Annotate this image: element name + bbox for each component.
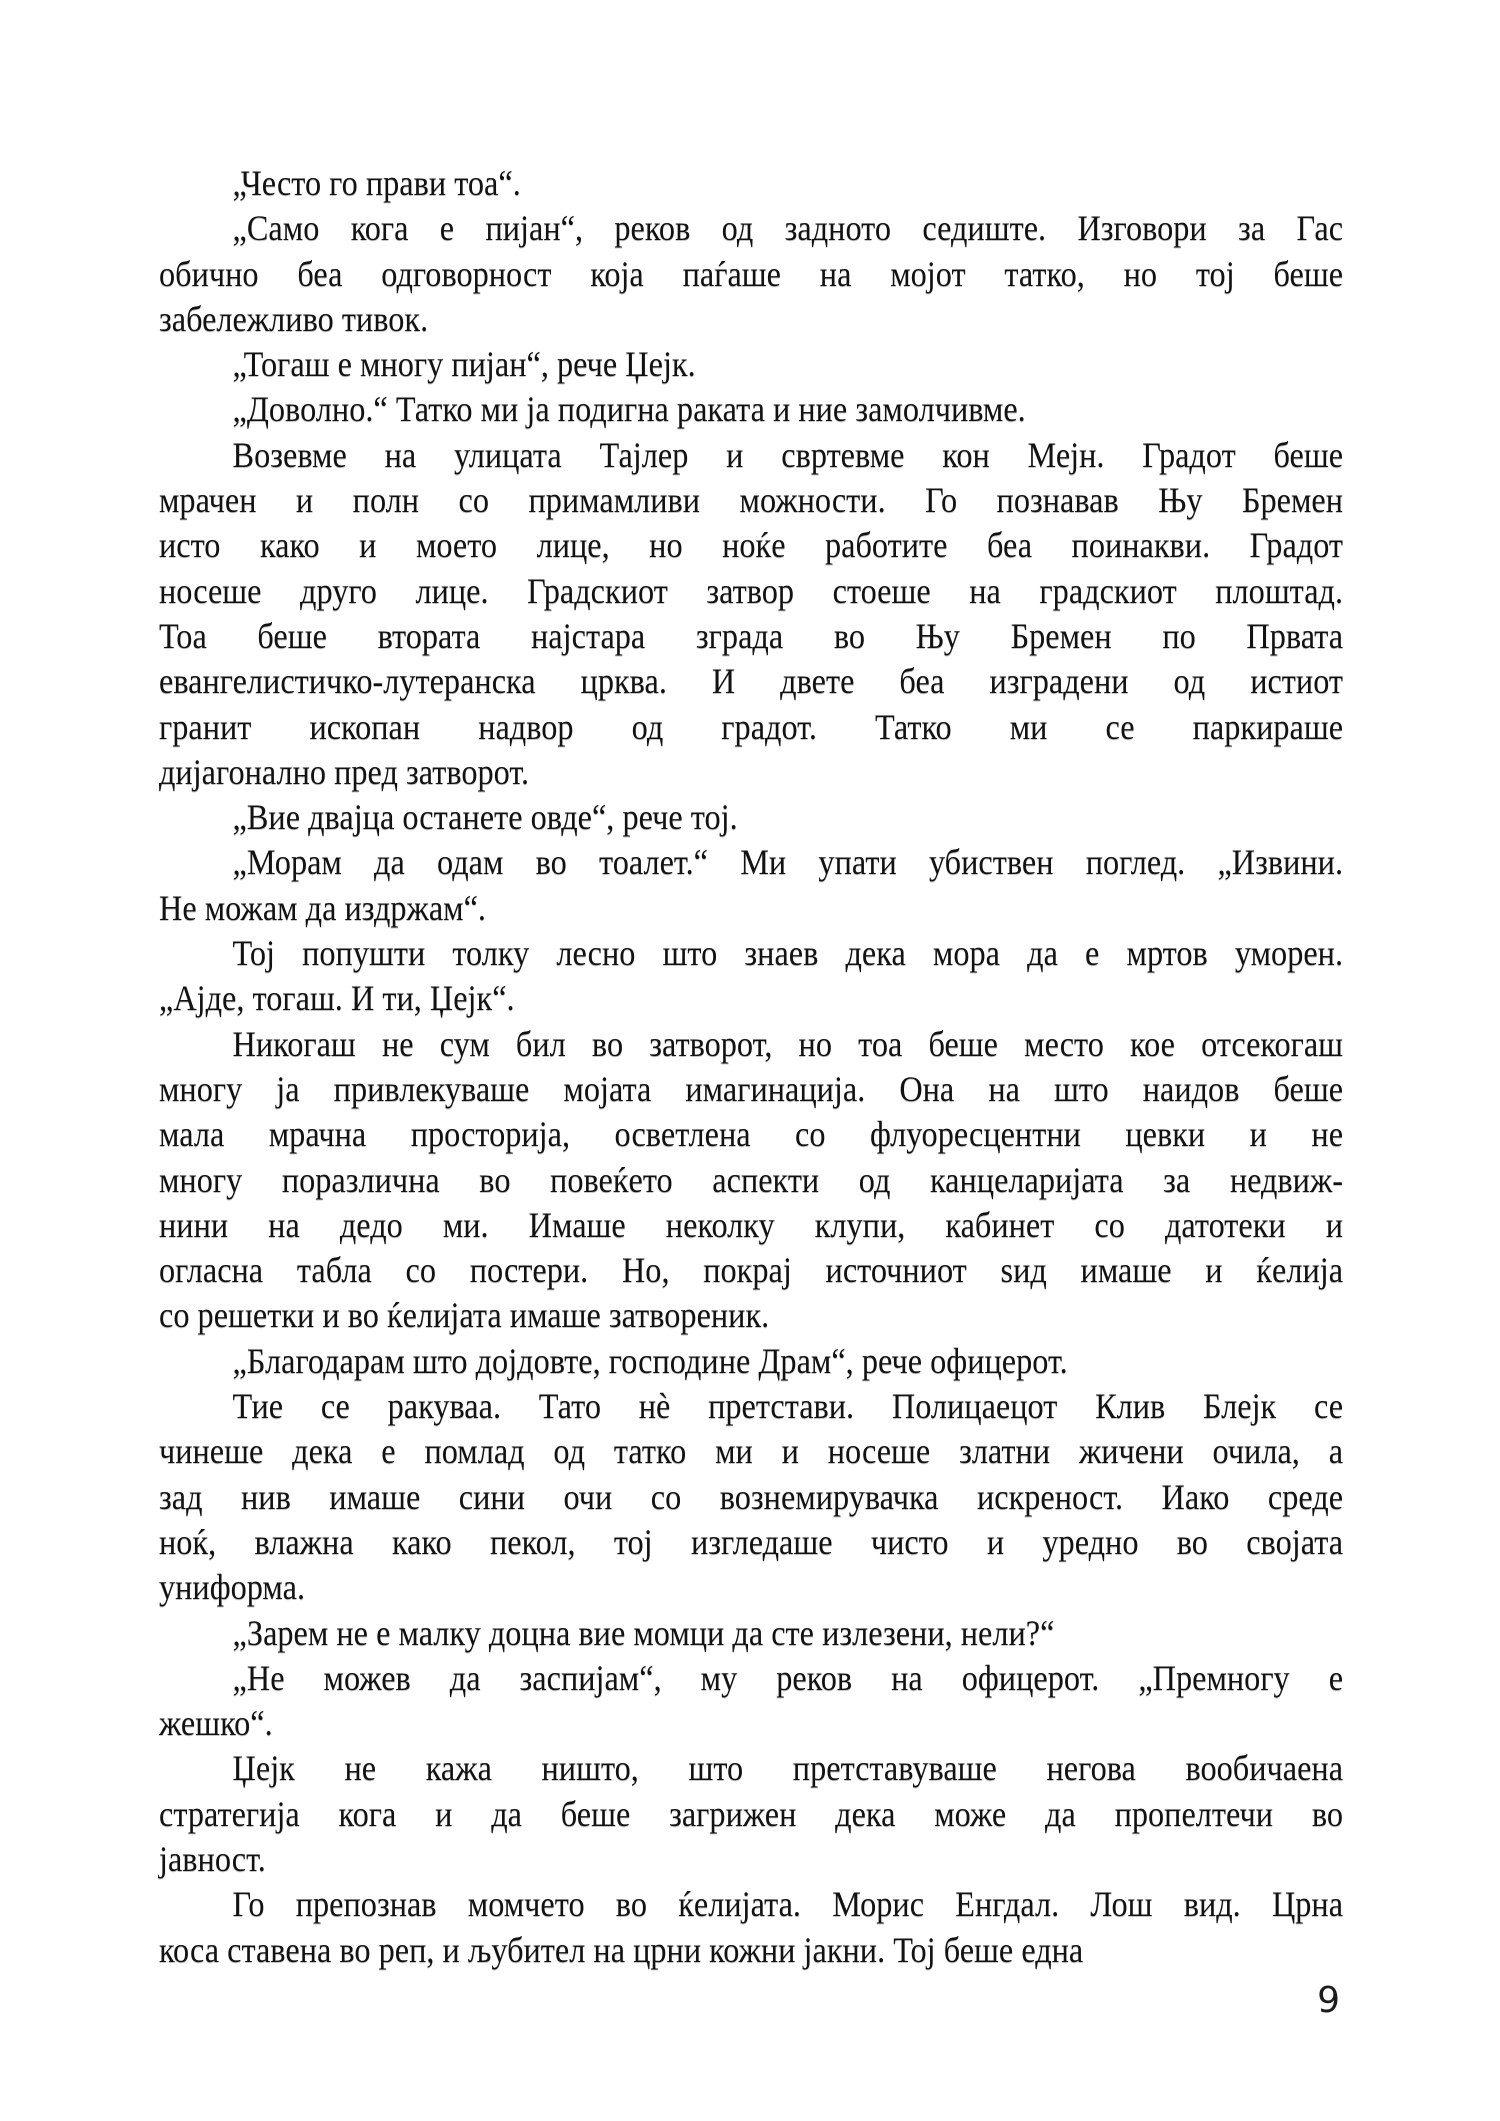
text-line: „Ајде, тогаш. И ти, Џејк“.: [159, 978, 515, 1019]
text-line: Тој попушти толку лесно што знаев дека мора да е мртов уморен.: [232, 933, 1344, 974]
text-line: гранит ископан надвор од градот. Татко ми се паркираше: [159, 706, 1344, 747]
text-line: Џејк не кажа ништо, што претставуваше негова вообичаена: [232, 1748, 1344, 1789]
text-line: „Морам да одам во тоалет.“ Ми упати убиствен поглед. „Извини.: [232, 842, 1344, 883]
text-line: стратегија кога и да беше загрижен дека може да пропелтечи во: [159, 1793, 1344, 1834]
text-line: нини на дедо ми. Имаше неколку клупи, кабинет со датотеки и: [159, 1204, 1344, 1245]
text-line: евангелистичко-лутеранска црква. И двете беа изградени од истиот: [159, 661, 1344, 702]
text-line: многу поразлична во повеќето аспекти од канцеларијата за недвиж-: [159, 1159, 1344, 1200]
text-line: обично беа одговорност која паѓаше на мојот татко, но тој беше: [159, 253, 1344, 294]
text-line: „Вие двајца останете овде“, рече тој.: [232, 797, 738, 838]
text-line: ноќ, влажна како пекол, тој изгледаше чисто и уредно во својата: [159, 1521, 1344, 1562]
text-line: чинеше дека е помлад од татко ми и носеше златни жичени очила, а: [159, 1431, 1344, 1472]
text-line: јавност.: [159, 1838, 266, 1879]
text-line: дијагонално пред затворот.: [159, 751, 530, 792]
text-line: Не можам да издржам“.: [159, 887, 487, 928]
text-line: „Доволно.“ Татко ми ја подигна раката и ние замолчивме.: [232, 389, 1026, 430]
text-line: исто како и моето лице, но ноќе работите беа поинакви. Градот: [159, 525, 1344, 566]
text-line: „Само кога е пијан“, реков од задното седиште. Изговори за Гас: [232, 208, 1344, 249]
text-line: Никогаш не сум бил во затворот, но тоа беше место кое отсекогаш: [232, 1023, 1344, 1064]
text-line: мала мрачна просторија, осветлена со флуоресцентни цевки и не: [159, 1114, 1344, 1155]
page-text: [159, 161, 1343, 1973]
text-line: „Благодарам што дојдовте, господине Драм“, рече офицерот.: [232, 1340, 1068, 1381]
text-line: зад нив имаше сини очи со вознемирувачка искреност. Иако среде: [159, 1476, 1344, 1517]
text-line: мрачен и полн со примамливи можности. Го познавав Њу Бремен: [159, 480, 1344, 521]
text-line: „Тогаш е многу пијан“, рече Џејк.: [232, 344, 696, 385]
text-line: коса ставена во реп, и љубител на црни кожни јакни. Тој беше една: [159, 1929, 1084, 1970]
text-line: Тие се ракуваа. Тато нè претстави. Полицаецот Клив Блејк се: [232, 1386, 1344, 1427]
text-line: „Не можев да заспијам“, му реков на офицерот. „Премногу е: [232, 1657, 1344, 1698]
text-line: огласна табла со постери. Но, покрај источниот ѕид имаше и ќелија: [159, 1250, 1344, 1291]
page-number: 9: [1317, 1980, 1340, 2021]
text-line: со решетки и во ќелијата имаше затвореник.: [159, 1295, 770, 1336]
text-line: забележливо тивок.: [159, 298, 429, 339]
text-line: Го препознав момчето во ќелијата. Морис Енгдал. Лош вид. Црна: [232, 1884, 1344, 1925]
text-line: Тоа беше втората најстара зграда во Њу Бремен по Првата: [159, 615, 1344, 656]
text-line: носеше друго лице. Градскиот затвор стоеше на градскиот плоштад.: [159, 570, 1344, 611]
text-line: Возевме на улицата Тајлер и свртевме кон Мејн. Градот беше: [232, 434, 1344, 475]
text-line: „Често го прави тоа“.: [232, 163, 521, 203]
text-line: жешко“.: [159, 1703, 273, 1744]
text-line: многу ја привлекуваше мојата имагинација. Она на што наидов беше: [159, 1068, 1344, 1109]
text-line: „Зарем не е малку доцна вие момци да сте излезени, нели?“: [232, 1612, 1055, 1653]
text-line: униформа.: [159, 1567, 306, 1608]
